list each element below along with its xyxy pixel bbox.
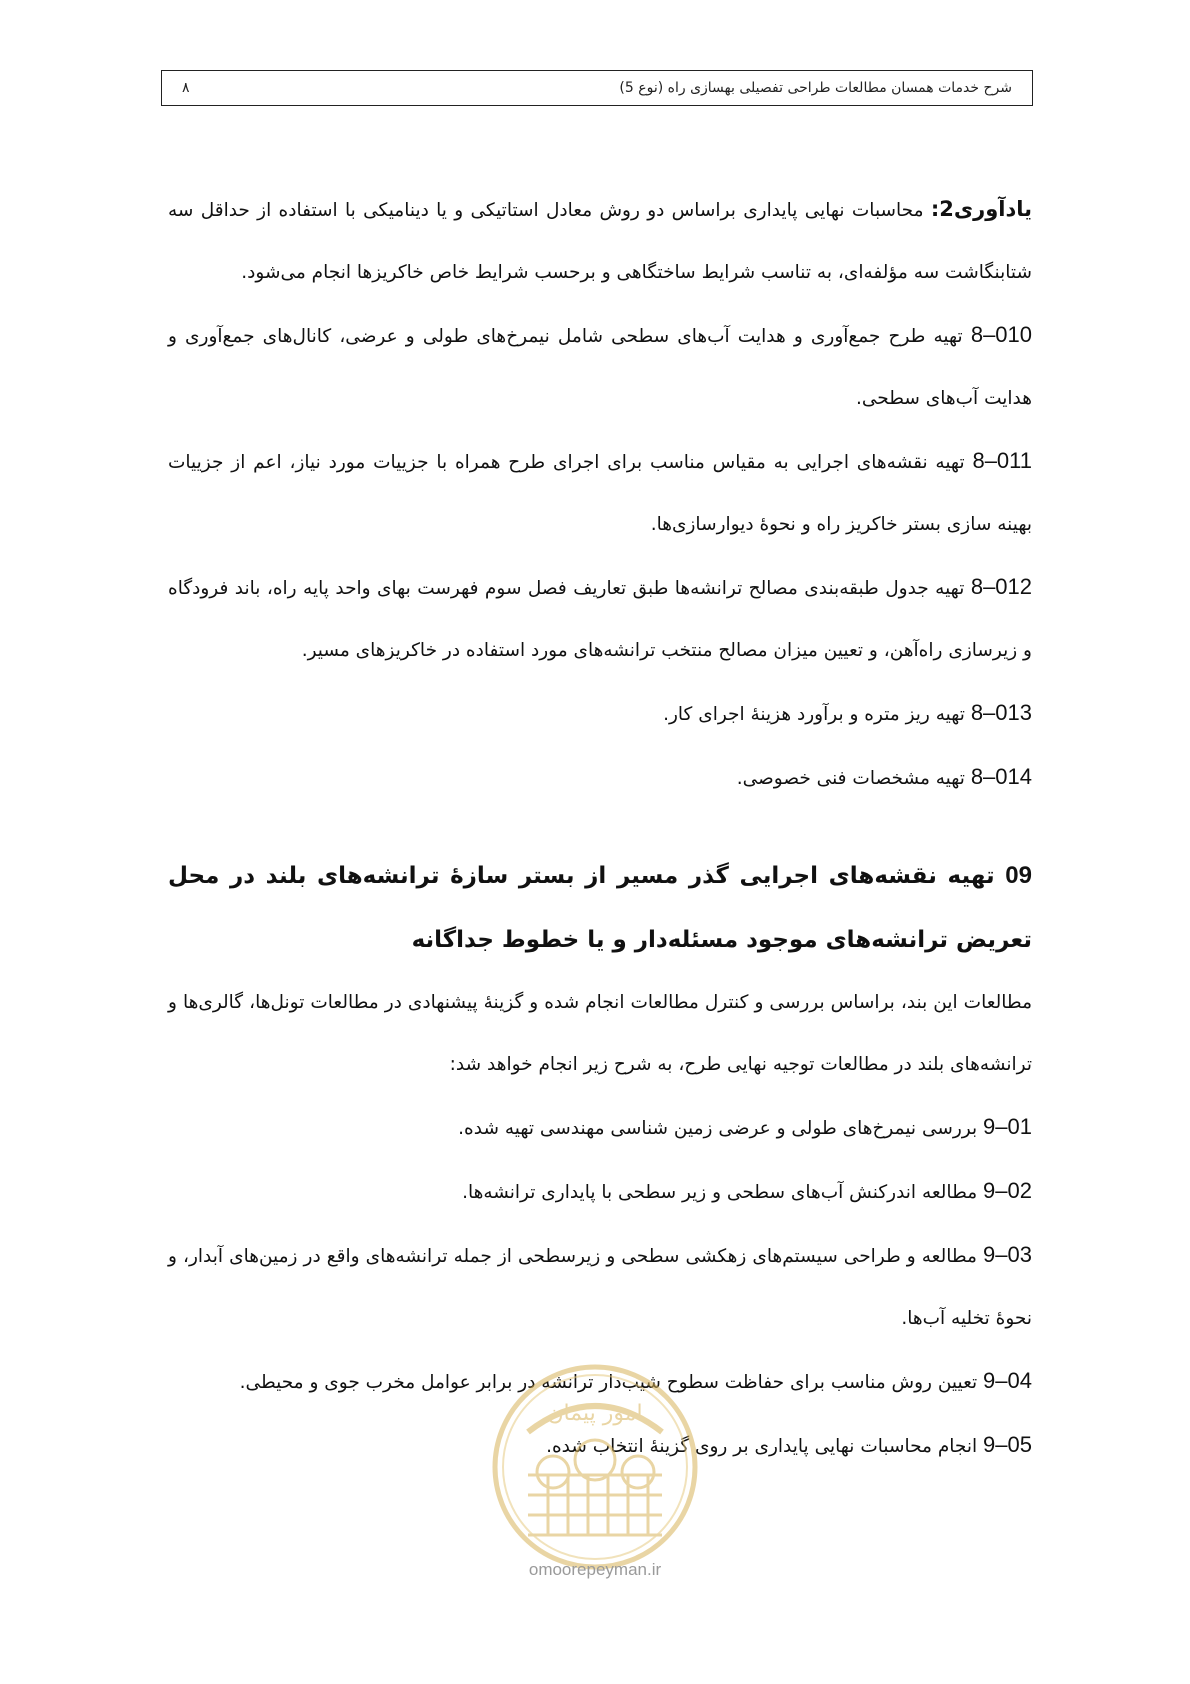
item-text: مطالعه اندرکنش آب‌های سطحی و زیر سطحی با پایداری ترانشه‌ها. (462, 1182, 978, 1203)
document-body (168, 178, 1032, 1478)
page-header (161, 70, 1033, 106)
item-number: 9–04 (983, 1368, 1032, 1393)
list-item (168, 746, 1032, 810)
item-number: 8–011 (972, 448, 1032, 473)
section-heading (168, 844, 1032, 972)
item-text: تهیه نقشه‌های اجرایی به مقیاس مناسب برای اجرای طرح همراه با جزییات مورد نیاز، اعم از جزییات بهینه سازی بستر خاکریز راه و نحوهٔ دیوارسازی‌ها. (168, 452, 1032, 535)
item-text: تهیه ریز متره و برآورد هزینهٔ اجرای کار. (663, 704, 965, 725)
list-item (168, 1224, 1032, 1350)
list-item (168, 1160, 1032, 1224)
item-text: تهیه جدول طبقه‌بندی مصالح ترانشه‌ها طبق تعاریف فصل سوم فهرست بهای واحد پایه راه، باند فرودگاه و زیرسازی راه‌آهن، و تعیین میزان مصالح منتخب ترانشه‌های مورد استفاده در خاکریزهای مسیر. (168, 578, 1032, 661)
item-text: انجام محاسبات نهایی پایداری بر روی گزینهٔ انتخاب شده. (546, 1436, 978, 1457)
item-number: 8–013 (970, 700, 1032, 725)
list-item (168, 1096, 1032, 1160)
item-number: 9–05 (983, 1432, 1032, 1457)
list-item (168, 682, 1032, 746)
note-label: یادآوری2: (930, 197, 1032, 221)
section-number: 09 (1005, 862, 1032, 889)
item-number: 8–012 (970, 574, 1033, 599)
section-title: تهیه نقشه‌های اجرایی گذر مسیر از بستر سازهٔ ترانشه‌های بلند در محل تعریض ترانشه‌های موجود مسئله‌دار و یا خطوط جداگانه (168, 863, 1032, 953)
list-item (168, 1414, 1032, 1478)
item-number: 9–02 (983, 1178, 1032, 1203)
item-text: تهیه طرح جمع‌آوری و هدایت آب‌های سطحی شامل نیمرخ‌های طولی و عرضی، کانال‌های جمع‌آوری و هدایت آب‌های سطحی. (168, 326, 1032, 409)
page-number: ۸ (182, 80, 190, 96)
item-text: بررسی نیمرخ‌های طولی و عرضی زمین شناسی مهندسی تهیه شده. (458, 1118, 978, 1139)
list-item (168, 430, 1032, 556)
item-text: مطالعه و طراحی سیستم‌های زهکشی سطحی و زیرسطحی از جمله ترانشه‌های واقع در زمین‌های آبدار، و نحوهٔ تخلیه آب‌ها. (168, 1246, 1032, 1329)
watermark-logo-text: امور پیمان (547, 1401, 643, 1426)
note-text: محاسبات نهایی پایداری براساس دو روش معادل استاتیکی و یا دینامیکی با استفاده از حداقل سه شتابنگاشت سه مؤلفه‌ای، به تناسب شرایط ساختگاهی و برحسب شرایط خاص خاکریزها انجام می‌شود. (168, 200, 1032, 283)
watermark-url-text: omoorepeyman.ir (528, 1560, 662, 1579)
item-number: 8–010 (970, 322, 1033, 347)
note-paragraph (168, 178, 1032, 304)
item-number: 9–03 (983, 1242, 1032, 1267)
section-intro: مطالعات این بند، براساس بررسی و کنترل مطالعات انجام شده و گزینهٔ پیشنهادی در مطالعات تونل‌ها، گالری‌ها و ترانشه‌های بلند در مطالعات توجیه نهایی طرح، به شرح زیر انجام خواهد شد: (168, 992, 1032, 1075)
list-item (168, 556, 1032, 682)
list-item (168, 1350, 1032, 1414)
item-number: 9–01 (983, 1114, 1032, 1139)
list-item (168, 304, 1032, 430)
watermark-url (500, 1560, 690, 1580)
item-number: 8–014 (970, 764, 1032, 789)
item-text: تعیین روش مناسب برای حفاظت سطوح شیب‌دار ترانشه در برابر عوامل مخرب جوی و محیطی. (239, 1372, 978, 1393)
item-text: تهیه مشخصات فنی خصوصی. (736, 768, 965, 789)
header-title: شرح خدمات همسان مطالعات طراحی تفصیلی بهسازی راه (نوع 5) (619, 80, 1012, 96)
